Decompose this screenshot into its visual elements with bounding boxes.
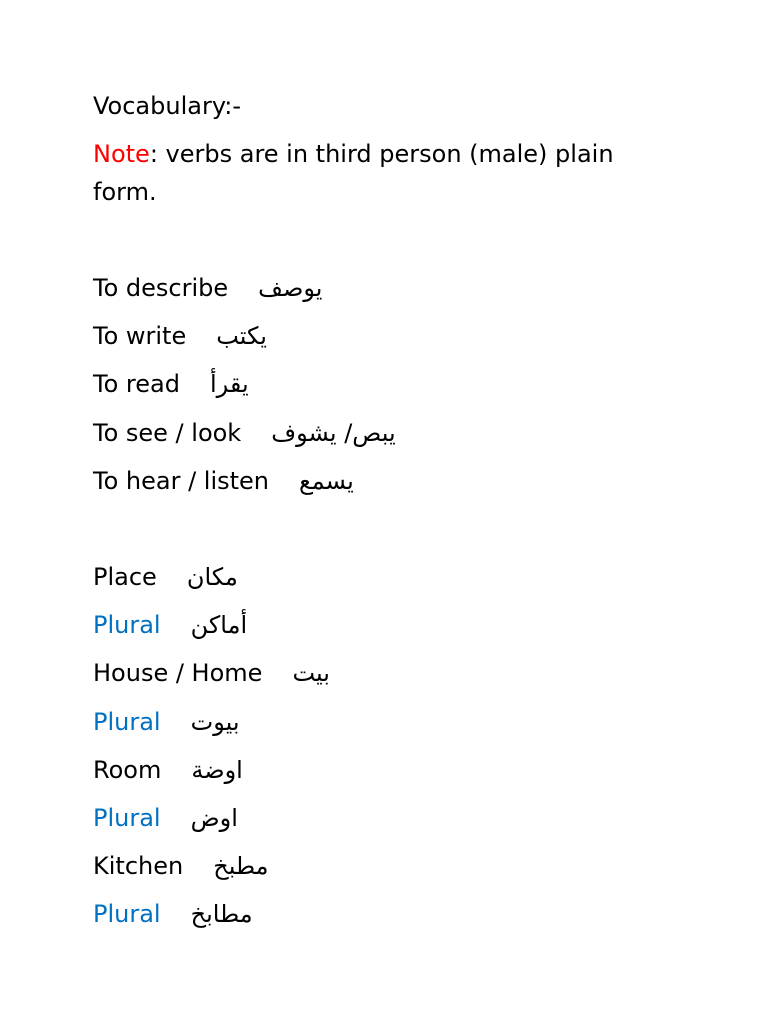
vocab-row-noun bbox=[93, 755, 243, 785]
vocab-row-verb bbox=[93, 369, 249, 399]
arabic-term: يكتب bbox=[216, 322, 267, 350]
plural-label: Plural bbox=[93, 804, 161, 832]
vocab-row-plural bbox=[93, 707, 240, 737]
arabic-term: بيت bbox=[292, 659, 330, 687]
english-term: To see / look bbox=[93, 419, 242, 447]
arabic-plural: اوض bbox=[190, 804, 238, 832]
arabic-term: يوصف bbox=[258, 274, 323, 302]
note-text: : verbs are in third person (male) plain form. bbox=[93, 140, 614, 206]
note-paragraph bbox=[93, 135, 673, 211]
arabic-term: يقرأ bbox=[209, 370, 249, 398]
arabic-plural: مطابخ bbox=[190, 900, 253, 928]
arabic-term: اوضة bbox=[191, 756, 243, 784]
vocab-row-verb bbox=[93, 273, 322, 303]
arabic-plural: أماكن bbox=[190, 611, 248, 639]
arabic-term: يبص/ يشوف bbox=[271, 419, 396, 447]
english-term: To hear / listen bbox=[93, 467, 270, 495]
plural-label: Plural bbox=[93, 708, 161, 736]
vocab-row-noun bbox=[93, 562, 238, 592]
vocab-row-verb bbox=[93, 321, 267, 351]
arabic-term: مكان bbox=[186, 563, 238, 591]
vocab-row-verb bbox=[93, 418, 396, 448]
english-term: Place bbox=[93, 563, 157, 591]
english-term: Kitchen bbox=[93, 852, 184, 880]
vocab-row-noun bbox=[93, 658, 330, 688]
plural-label: Plural bbox=[93, 900, 161, 928]
vocab-row-plural bbox=[93, 610, 247, 640]
vocabulary-heading-text: Vocabulary:- bbox=[93, 92, 242, 120]
arabic-plural: بيوت bbox=[190, 708, 240, 736]
plural-label: Plural bbox=[93, 611, 161, 639]
vocabulary-heading bbox=[93, 91, 241, 121]
note-label: Note bbox=[93, 140, 150, 168]
vocab-row-verb bbox=[93, 466, 354, 496]
english-term: House / Home bbox=[93, 659, 263, 687]
english-term: Room bbox=[93, 756, 162, 784]
arabic-term: يسمع bbox=[299, 467, 354, 495]
vocab-row-plural bbox=[93, 899, 253, 929]
english-term: To describe bbox=[93, 274, 229, 302]
vocab-row-plural bbox=[93, 803, 238, 833]
english-term: To write bbox=[93, 322, 187, 350]
vocab-row-noun bbox=[93, 851, 268, 881]
arabic-term: مطبخ bbox=[213, 852, 269, 880]
english-term: To read bbox=[93, 370, 180, 398]
